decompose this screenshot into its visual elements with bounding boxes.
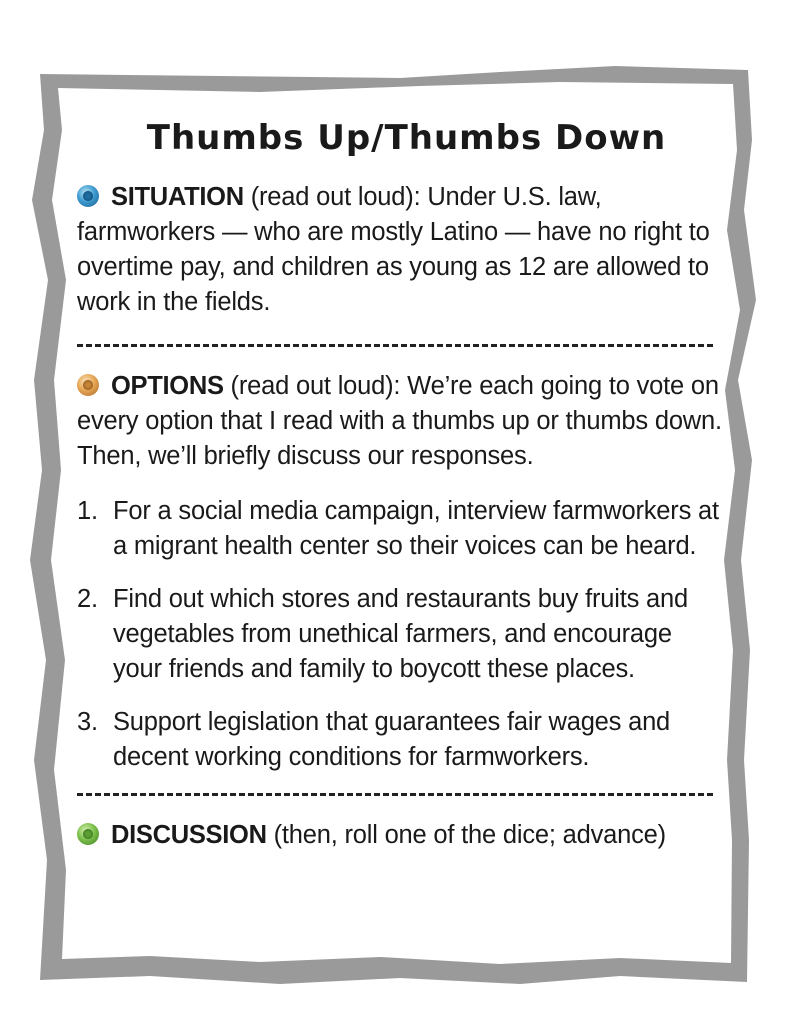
dashed-divider [77,793,713,796]
activity-card [77,118,722,853]
list-item-number: 1. [77,497,98,525]
list-item [77,582,722,687]
list-item-number: 3. [77,708,98,736]
options-label: OPTIONS [111,372,224,400]
options-section [77,369,722,474]
discussion-label: DISCUSSION [111,821,267,849]
list-item [77,705,722,775]
list-item-text: Find out which stores and restaurants buy fruits and vegetables from unethical farmers, and encourage your friends and family to boycott these places. [113,585,688,683]
list-item-text: For a social media campaign, interview farmworkers at a migrant health center so their voices can be heard. [113,497,719,560]
list-item [77,494,722,564]
discussion-section [77,818,722,853]
situation-section [77,180,722,320]
orange-bullet-icon [77,374,99,396]
list-item-number: 2. [77,585,98,613]
options-list [77,494,722,775]
card-title: Thumbs Up/Thumbs Down [146,118,667,158]
discussion-text: (then, roll one of the dice; advance) [266,821,666,849]
situation-text: (read out loud): Under U.S. law, farmworkers — who are mostly Latino — have no right to overtime pay, and children as young as 12 are allowed to work in the fields. [77,183,710,316]
dashed-divider [77,344,713,347]
options-text: (read out loud): We’re each going to vote on every option that I read with a thumbs up or thumbs down. Then, we’ll briefly discuss our responses. [77,372,722,470]
list-item-text: Support legislation that guarantees fair wages and decent working conditions for farmworkers. [113,708,671,771]
green-bullet-icon [77,823,99,845]
situation-label: SITUATION [111,183,244,211]
blue-bullet-icon [77,185,99,207]
